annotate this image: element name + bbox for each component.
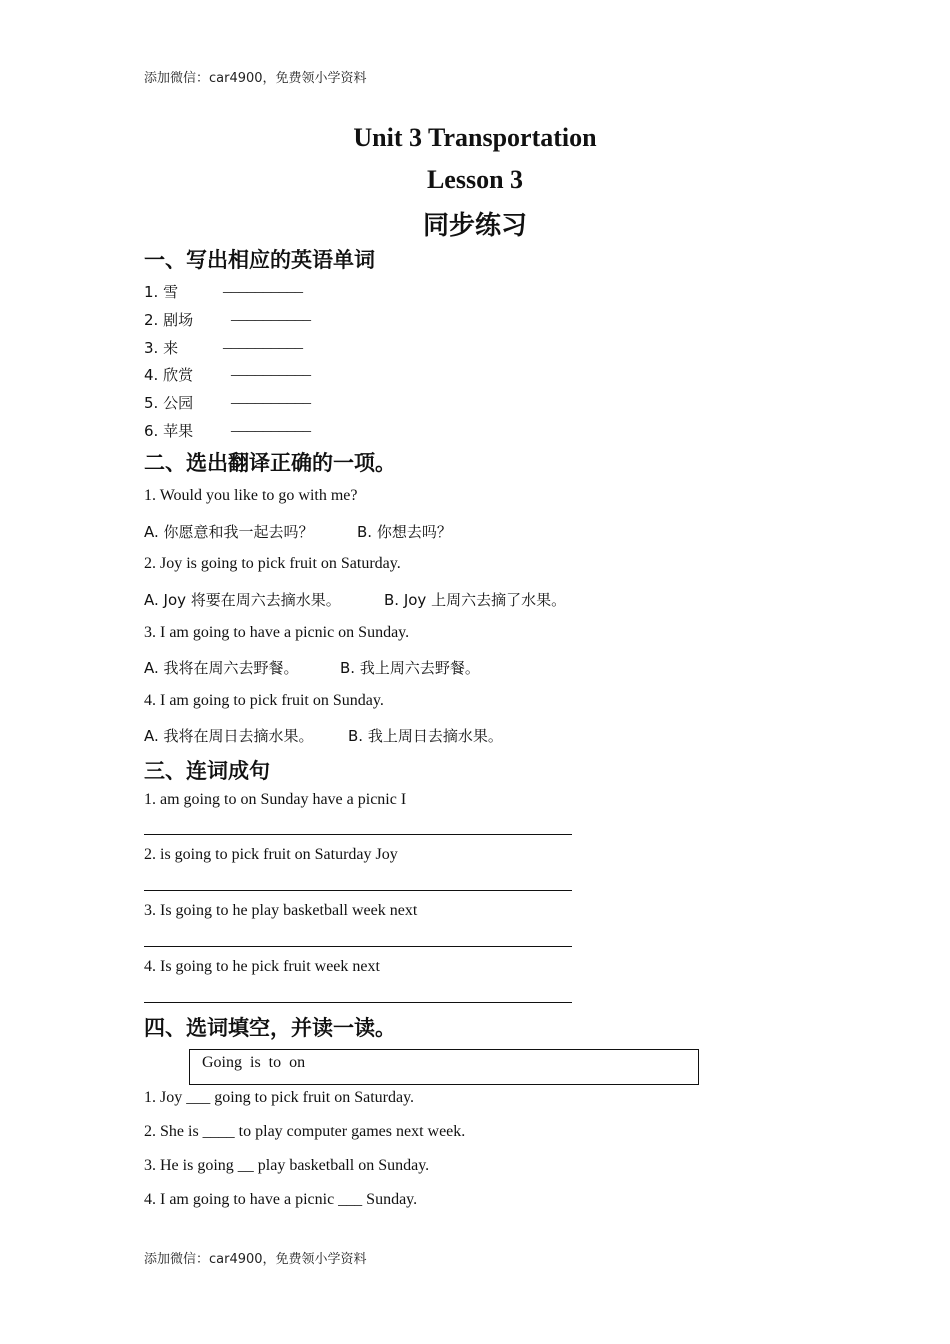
header-note: 添加微信：car4900，免费领小学资料 xyxy=(144,71,367,86)
vocab-item-1: 1. 雪 xyxy=(144,283,179,301)
vocab-blank-4: __________ xyxy=(231,361,311,378)
fill-item-3: 3. He is going __ play basketball on Sunday. xyxy=(144,1157,430,1174)
sentence-item-3: 3. Is going to he play basketball week next xyxy=(144,902,418,919)
translate-question-1: 1. Would you like to go with me? xyxy=(144,487,358,504)
section4-title: 四、选词填空，并读一读。 xyxy=(144,1016,396,1040)
translate-option-2a: A. Joy 将要在周六去摘水果。 xyxy=(144,591,341,609)
section3-title: 三、连词成句 xyxy=(144,759,270,783)
translate-option-3a: A. 我将在周六去野餐。 xyxy=(144,659,299,677)
vocab-blank-1: __________ xyxy=(223,278,303,295)
vocab-item-2: 2. 剧场 xyxy=(144,311,194,329)
word-bank-box xyxy=(189,1049,699,1085)
exercise-title: 同步练习 xyxy=(422,211,527,241)
fill-item-1: 1. Joy ___ going to pick fruit on Saturday. xyxy=(144,1089,415,1106)
section2-title: 二、选出翻译正确的一项。 xyxy=(144,451,396,475)
translate-question-4: 4. I am going to pick fruit on Sunday. xyxy=(144,692,384,709)
answer-line-2 xyxy=(144,890,572,891)
fill-item-4: 4. I am going to have a picnic ___ Sunday. xyxy=(144,1191,418,1208)
vocab-item-3: 3. 来 xyxy=(144,339,179,357)
translate-option-3b: B. 我上周六去野餐。 xyxy=(340,659,480,677)
translate-option-2b: B. Joy 上周六去摘了水果。 xyxy=(384,591,567,609)
vocab-blank-5: __________ xyxy=(231,389,311,406)
vocab-blank-2: __________ xyxy=(231,306,311,323)
translate-option-1a: A. 你愿意和我一起去吗？ xyxy=(144,523,314,541)
unit-title: Unit 3 Transportation xyxy=(353,123,597,152)
answer-line-3 xyxy=(144,946,572,947)
vocab-item-6: 6. 苹果 xyxy=(144,422,194,440)
translate-question-2: 2. Joy is going to pick fruit on Saturday. xyxy=(144,555,401,572)
sentence-item-4: 4. Is going to he pick fruit week next xyxy=(144,958,380,975)
translate-option-4a: A. 我将在周日去摘水果。 xyxy=(144,727,314,745)
vocab-item-4: 4. 欣赏 xyxy=(144,366,194,384)
vocab-blank-6: __________ xyxy=(231,417,311,434)
footer-note: 添加微信：car4900，免费领小学资料 xyxy=(144,1252,367,1267)
lesson-title: Lesson 3 xyxy=(426,165,524,194)
sentence-item-2: 2. is going to pick fruit on Saturday Joy xyxy=(144,846,398,863)
fill-item-2: 2. She is ____ to play computer games next week. xyxy=(144,1123,466,1140)
answer-line-1 xyxy=(144,834,572,835)
section1-title: 一、写出相应的英语单词 xyxy=(144,248,375,272)
answer-line-4 xyxy=(144,1002,572,1003)
vocab-item-5: 5. 公园 xyxy=(144,394,194,412)
vocab-blank-3: __________ xyxy=(223,334,303,351)
word-bank-text: Going is to on xyxy=(202,1054,306,1071)
translate-question-3: 3. I am going to have a picnic on Sunday. xyxy=(144,624,410,641)
translate-option-1b: B. 你想去吗？ xyxy=(357,523,452,541)
sentence-item-1: 1. am going to on Sunday have a picnic I xyxy=(144,791,407,808)
translate-option-4b: B. 我上周日去摘水果。 xyxy=(348,727,503,745)
